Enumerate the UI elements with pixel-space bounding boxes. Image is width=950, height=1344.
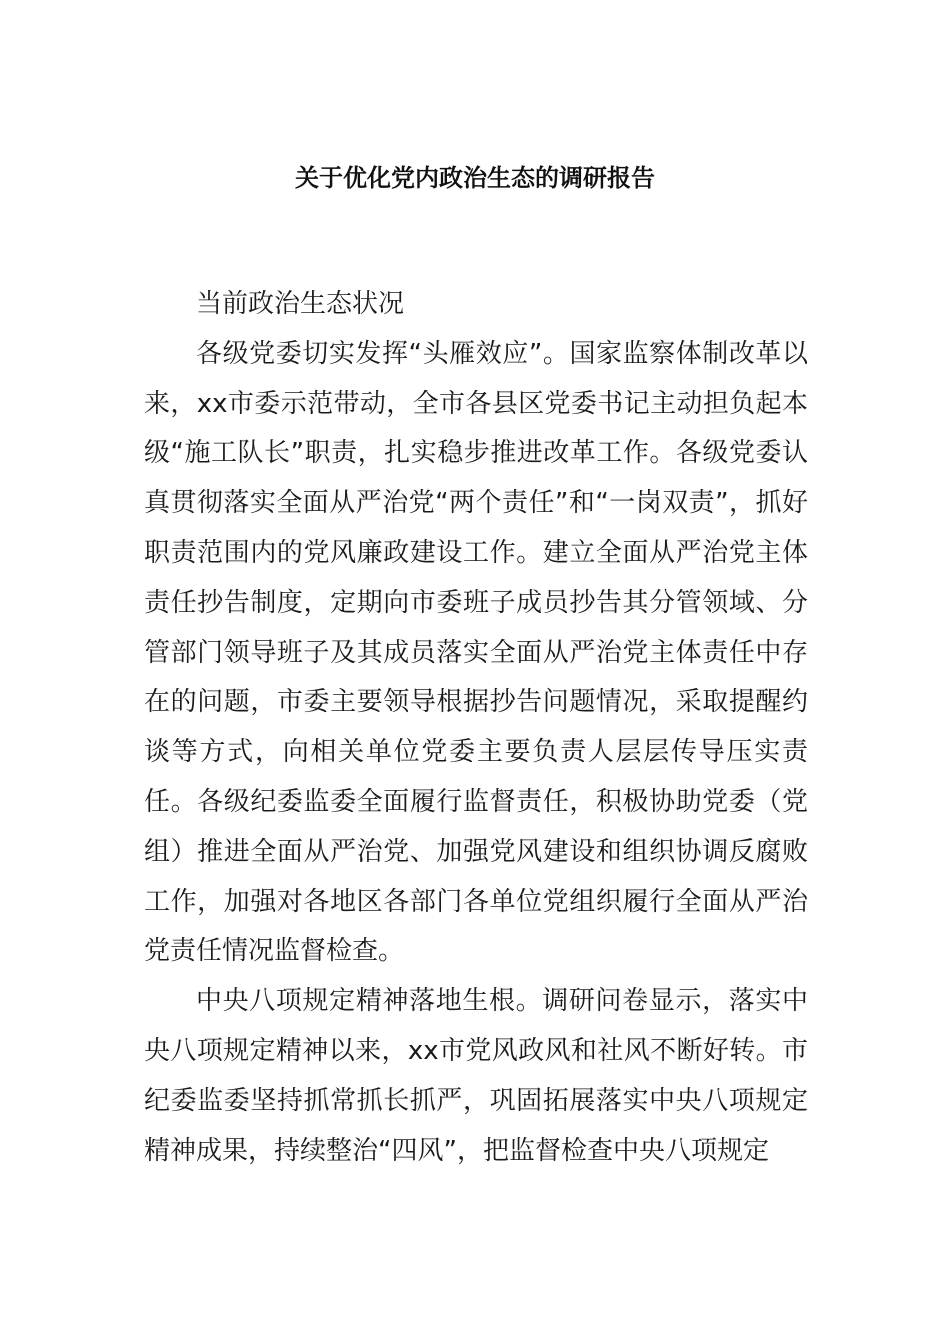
document-title: 关于优化党内政治生态的调研报告 [295,164,655,192]
document-body [144,280,808,1176]
paragraph-party-committee: 各级党委切实发挥“头雁效应”。国家监察体制改革以来，xx市委示范带动，全市各县区党委书记主动担负起本级“施工队长”职责，扎实稳步推进改革工作。各级党委认真贯彻落实全面从严治党“两个责任”和“一岗双责”，抓好职责范围内的党风廉政建设工作。建立全面从严治党主体责任抄告制度，定期向市委班子成员抄告其分管领域、分管部门领导班子及其成员落实全面从严治党主体责任中存在的问题，市委主要领导根据抄告问题情况，采取提醒约谈等方式，向相关单位党委主要负责人层层传导压实责任。各级纪委监委全面履行监督责任，积极协助党委（党组）推进全面从严治党、加强党风建设和组织协调反腐败工作，加强对各地区各部门各单位党组织履行全面从严治党责任情况监督检查。 [144,338,808,967]
section-heading: 当前政治生态状况 [196,289,405,319]
paragraph-eight-rules: 中央八项规定精神落地生根。调研问卷显示，落实中央八项规定精神以来，xx市党风政风和社风不断好转。市纪委监委坚持抓常抓长抓严，巩固拓展落实中央八项规定精神成果，持续整治“四风”，把监督检查中央八项规定 [144,986,808,1166]
